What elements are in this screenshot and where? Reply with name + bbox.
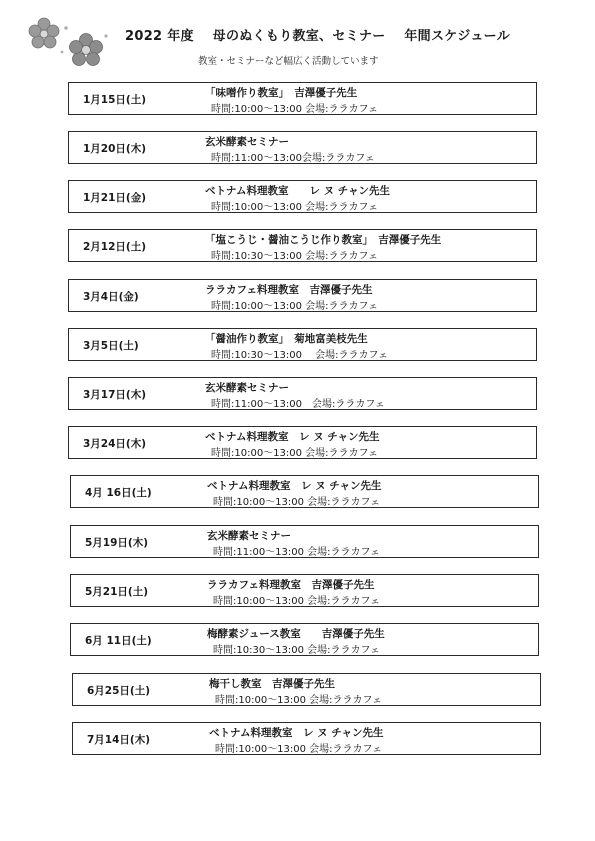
title-year: 2022 年度 xyxy=(125,29,194,44)
event-time: 時間:10:00〜13:00 会場:ララカフェ xyxy=(211,104,379,115)
event-time: 時間:10:30〜13:00 会場:ララカフェ xyxy=(213,645,381,656)
title-main: 母のぬくもり教室、セミナー xyxy=(212,29,386,44)
event-name: ララカフェ料理教室 吉澤優子先生 xyxy=(207,579,375,591)
event-name: ベトナム料理教室 レ ヌ チャン先生 xyxy=(205,185,390,197)
event-row xyxy=(68,180,537,213)
event-row xyxy=(68,328,537,361)
event-time: 時間:10:00〜13:00 会場:ララカフェ xyxy=(213,596,381,607)
event-time: 時間:10:00〜13:00 会場:ララカフェ xyxy=(211,301,379,312)
event-row xyxy=(70,475,539,508)
event-name: 「塩こうじ・醤油こうじ作り教室」 吉澤優子先生 xyxy=(205,234,442,246)
event-date: 3月5日(土) xyxy=(83,340,139,352)
event-row xyxy=(72,673,541,706)
event-name: 「味噌作り教室」 吉澤優子先生 xyxy=(205,87,358,99)
event-row xyxy=(68,279,537,312)
event-row xyxy=(70,623,539,656)
event-date: 3月4日(金) xyxy=(83,291,139,303)
event-date: 5月19日(木) xyxy=(85,537,149,549)
event-name: 玄米酵素セミナー xyxy=(205,382,289,394)
event-row xyxy=(70,525,539,558)
event-row xyxy=(68,131,537,164)
event-date: 2月12日(土) xyxy=(83,241,147,253)
page-subtitle: 教室・セミナーなど幅広く活動しています xyxy=(198,56,379,67)
event-date: 1月21日(金) xyxy=(83,192,147,204)
event-row xyxy=(72,722,541,755)
event-time: 時間:11:00〜13:00 会場:ララカフェ xyxy=(211,399,385,410)
event-date: 5月21日(土) xyxy=(85,586,149,598)
event-row xyxy=(68,377,537,410)
event-date: 4月 16日(土) xyxy=(85,487,152,499)
event-time: 時間:10:00〜13:00 会場:ララカフェ xyxy=(215,744,383,755)
event-time: 時間:10:00〜13:00 会場:ララカフェ xyxy=(211,202,379,213)
event-date: 6月25日(土) xyxy=(87,685,151,697)
event-name: 梅干し教室 吉澤優子先生 xyxy=(209,678,335,690)
event-date: 1月15日(土) xyxy=(83,94,147,106)
event-name: 玄米酵素セミナー xyxy=(205,136,289,148)
event-time: 時間:11:00〜13:00会場:ララカフェ xyxy=(211,153,375,164)
event-date: 3月24日(木) xyxy=(83,438,147,450)
event-date: 1月20日(木) xyxy=(83,143,147,155)
event-time: 時間:10:00〜13:00 会場:ララカフェ xyxy=(211,448,379,459)
event-time: 時間:10:00〜13:00 会場:ララカフェ xyxy=(213,497,381,508)
event-name: 玄米酵素セミナー xyxy=(207,530,291,542)
event-date: 6月 11日(土) xyxy=(85,635,152,647)
event-name: ベトナム料理教室 レ ヌ チャン先生 xyxy=(205,431,380,443)
event-row xyxy=(70,574,539,607)
event-name: ベトナム料理教室 レ ヌ チャン先生 xyxy=(209,727,384,739)
event-time: 時間:10:30〜13:00 会場:ララカフェ xyxy=(211,350,389,361)
event-name: ベトナム料理教室 レ ヌ チャン先生 xyxy=(207,480,382,492)
event-name: ララカフェ料理教室 吉澤優子先生 xyxy=(205,284,373,296)
event-date: 7月14日(木) xyxy=(87,734,151,746)
event-row xyxy=(68,82,537,115)
event-time: 時間:10:00〜13:00 会場:ララカフェ xyxy=(215,695,383,706)
event-name: 梅酵素ジュース教室 吉澤優子先生 xyxy=(207,628,385,640)
event-name: 「醤油作り教室」 菊地富美枝先生 xyxy=(205,333,368,345)
event-row xyxy=(68,229,537,262)
title-sub: 年間スケジュール xyxy=(404,29,510,44)
event-date: 3月17日(木) xyxy=(83,389,147,401)
event-row xyxy=(68,426,537,459)
event-time: 時間:11:00〜13:00 会場:ララカフェ xyxy=(213,547,381,558)
event-time: 時間:10:30〜13:00 会場:ララカフェ xyxy=(211,251,379,262)
